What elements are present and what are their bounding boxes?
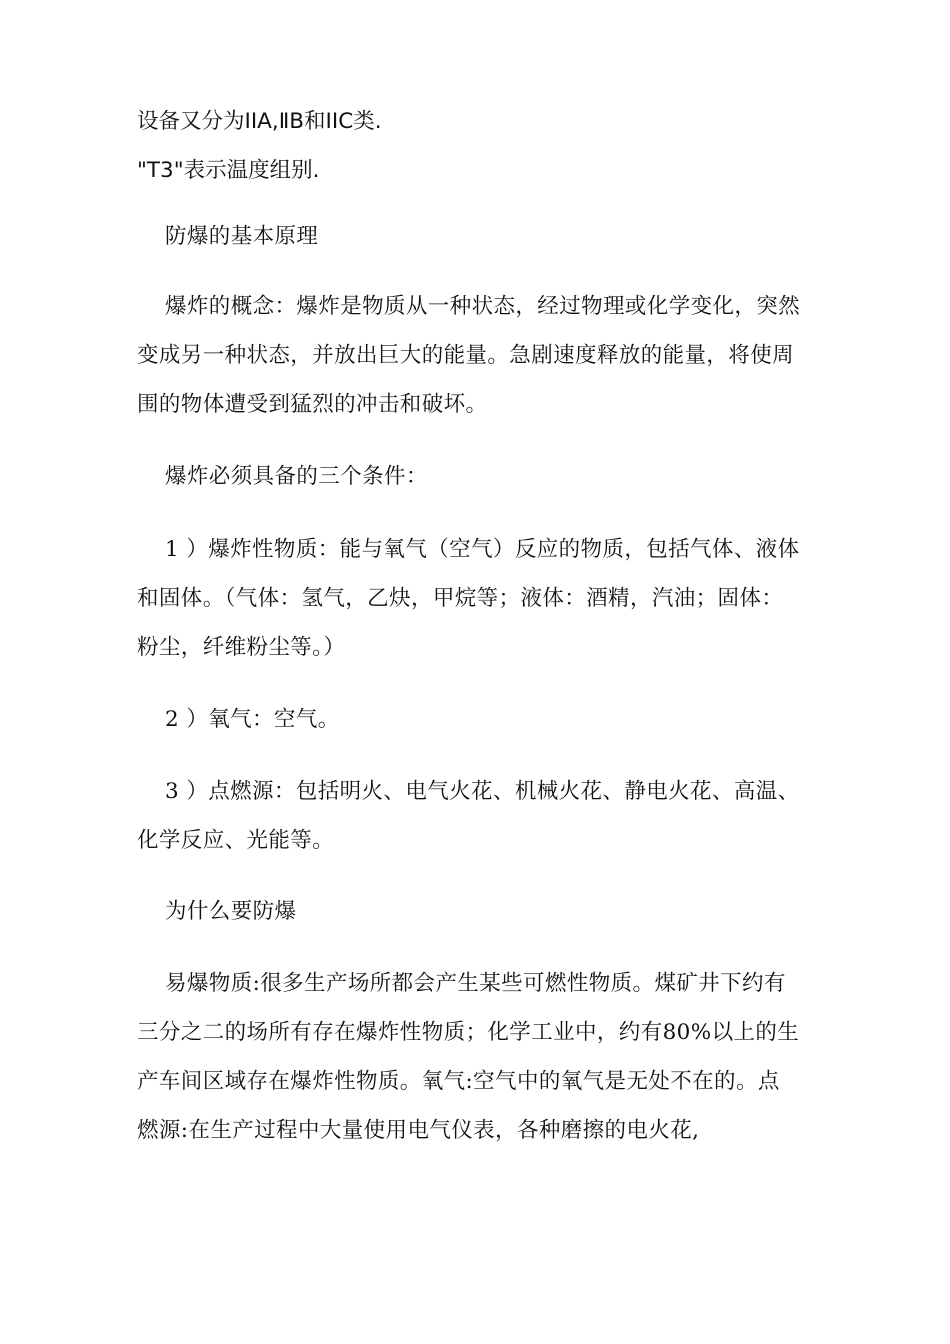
list-item-oxygen: 2 ）氧气：空气。: [165, 707, 340, 732]
paragraph-line: 围的物体遭受到猛烈的冲击和破坏。: [137, 392, 488, 417]
text-line-temperature-group: "T3"表示温度组别.: [137, 158, 320, 183]
paragraph-line: 易爆物质:很多生产场所都会产生某些可燃性物质。煤矿井下约有: [165, 971, 786, 996]
list-item-ignition-source: 3 ）点燃源：包括明火、电气火花、机械火花、静电火花、高温、: [165, 779, 800, 804]
paragraph-line: 三分之二的场所有存在爆炸性物质；化学工业中，约有80%以上的生: [137, 1020, 800, 1045]
list-item-continuation: 粉尘，纤维粉尘等。）: [137, 635, 346, 660]
paragraph-line: 变成另一种状态，并放出巨大的能量。急剧速度释放的能量，将使周: [137, 343, 795, 368]
paragraph-line: 爆炸必须具备的三个条件：: [165, 464, 428, 489]
list-item-explosive-material: 1 ）爆炸性物质：能与氧气（空气）反应的物质，包括气体、液体: [165, 537, 800, 562]
list-item-continuation: 和固体。（气体：氢气，乙炔，甲烷等；液体：酒精，汽油；固体：: [137, 586, 784, 611]
paragraph-line: 燃源:在生产过程中大量使用电气仪表，各种磨擦的电火花,: [137, 1118, 700, 1143]
section-heading-basic-principle: 防爆的基本原理: [165, 224, 319, 249]
list-item-continuation: 化学反应、光能等。: [137, 828, 335, 853]
paragraph-line: 爆炸的概念：爆炸是物质从一种状态，经过物理或化学变化，突然: [165, 294, 801, 319]
text-line-equipment-classes: 设备又分为IIA,ⅡB和IIC类.: [137, 109, 382, 134]
section-heading-why-explosion-proof: 为什么要防爆: [165, 899, 297, 924]
paragraph-line: 产车间区域存在爆炸性物质。氧气:空气中的氧气是无处不在的。点: [137, 1069, 780, 1094]
